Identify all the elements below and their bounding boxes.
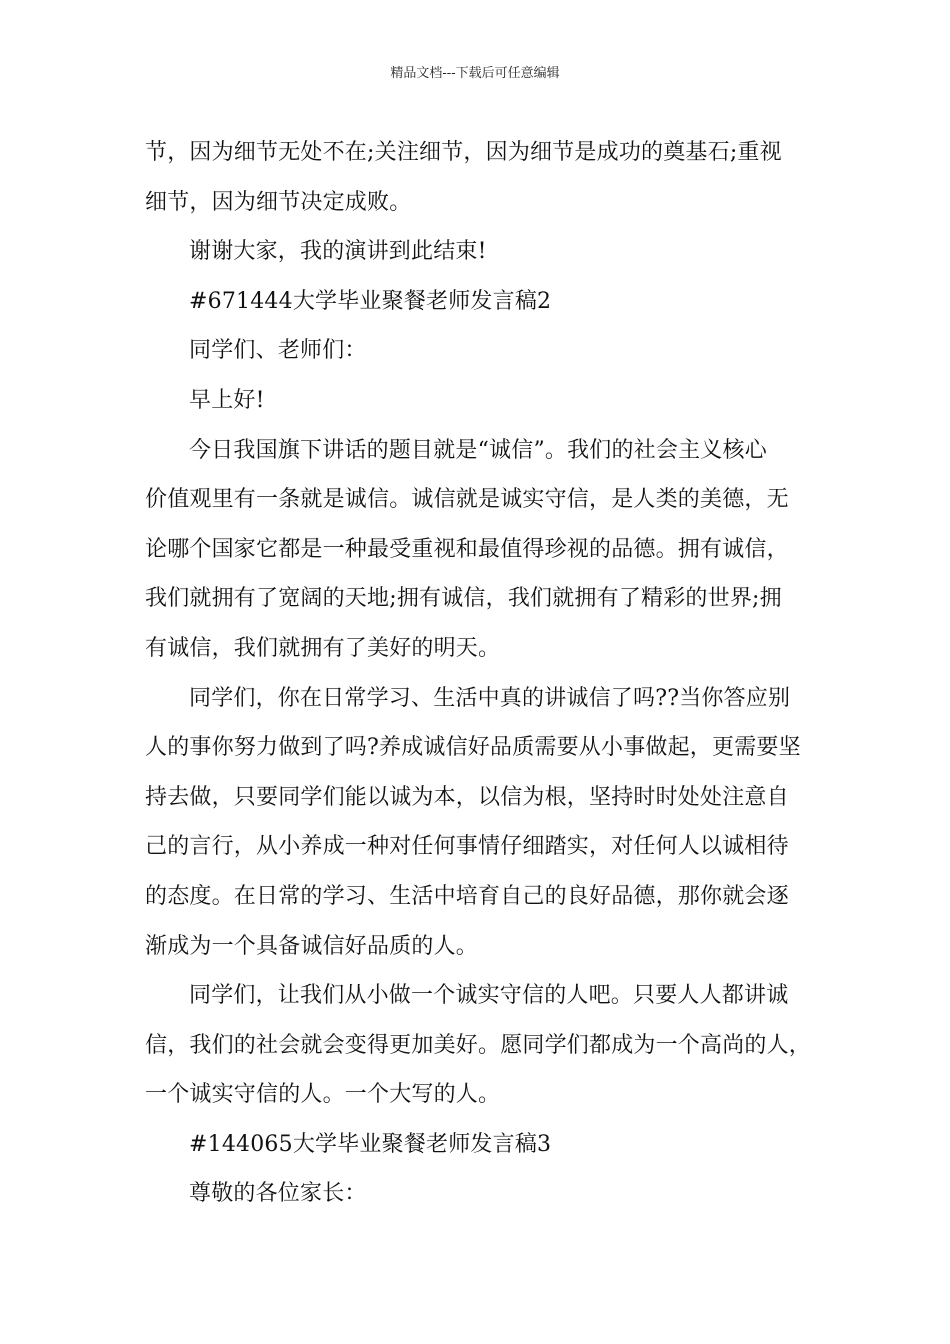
salutation: 同学们、老师们： [189,338,367,364]
greeting: 早上好! [189,387,265,413]
text-line: 一个诚实守信的人。一个大写的人。 [145,1082,501,1108]
text-line: 今日我国旗下讲话的题目就是“诚信”。我们的社会主义核心 [189,437,767,463]
text-line: 渐成为一个具备诚信好品质的人。 [145,933,479,959]
text-line: 谢谢大家，我的演讲到此结束! [189,239,487,265]
text-line: 论哪个国家它都是一种最受重视和最值得珍视的品德。拥有诚信， [145,536,789,562]
text-line: 己的言行，从小养成一种对任何事情仔细踏实，对任何人以诚相待 [145,834,789,860]
section-heading: #144065大学毕业聚餐老师发言稿3 [189,1131,552,1157]
text-line: 节，因为细节无处不在;关注细节，因为细节是成功的奠基石;重视 [145,140,782,165]
text-line: 的态度。在日常的学习、生活中培育自己的良好品德，那你就会逐 [145,883,789,909]
document-body [145,128,812,1219]
text-line: 信，我们的社会就会变得更加美好。愿同学们都成为一个高尚的人， [145,1032,812,1058]
text-line: 人的事你努力做到了吗?养成诚信好品质需要从小事做起，更需要坚 [145,735,801,761]
text-line: 我们就拥有了宽阔的天地;拥有诚信，我们就拥有了精彩的世界;拥 [145,586,782,612]
text-line: 持去做，只要同学们能以诚为本，以信为根，坚持时时处处注意自 [145,784,789,810]
page-header: 精品文档---下载后可任意编辑 [390,66,560,81]
text-line: 同学们，你在日常学习、生活中真的讲诚信了吗??当你答应别 [189,685,791,711]
text-line: 价值观里有一条就是诚信。诚信就是诚实守信，是人类的美德，无 [145,487,789,513]
text-line: 细节，因为细节决定成败。 [145,189,412,215]
section-heading: #671444大学毕业聚餐老师发言稿2 [189,288,552,314]
text-line: 同学们，让我们从小做一个诚实守信的人吧。只要人人都讲诚 [189,983,789,1009]
salutation: 尊敬的各位家长： [189,1181,367,1207]
text-line: 有诚信，我们就拥有了美好的明天。 [145,635,501,661]
